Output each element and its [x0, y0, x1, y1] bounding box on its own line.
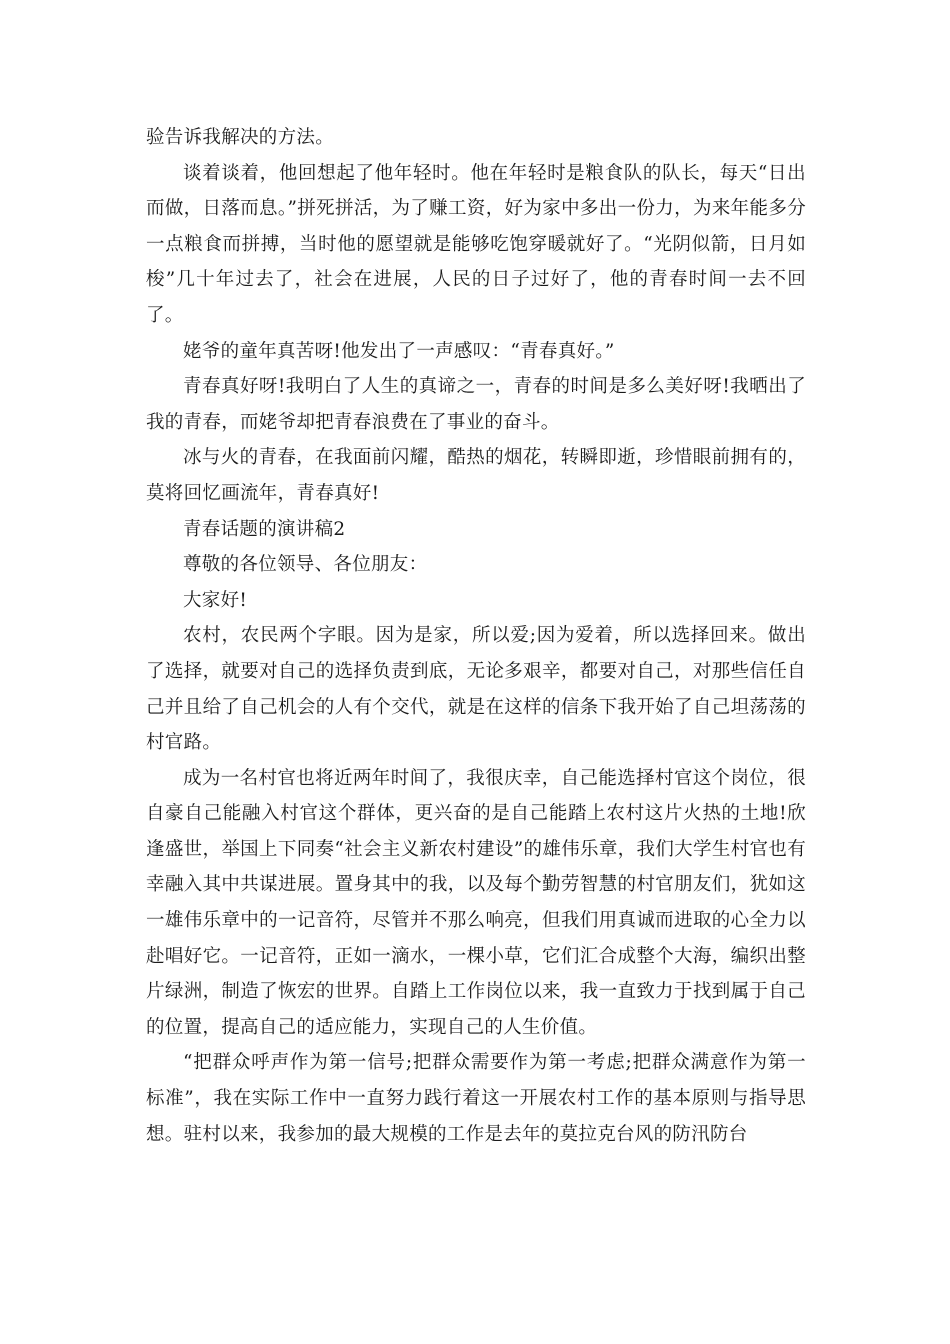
document-body [146, 120, 806, 1152]
paragraph: 谈着谈着，他回想起了他年轻时。他在年轻时是粮食队的队长，每天“日出而做，日落而息。”拼死拼活，为了赚工资，好为家中多出一份力，为来年能多分一点粮食而拼搏，当时他的愿望就是能够吃饱穿暖就好了。“光阴似箭，日月如梭”几十年过去了，社会在进展，人民的日子过好了，他的青春时间一去不回了。 [146, 162, 806, 326]
paragraph: 青春真好呀!我明白了人生的真谛之一，青春的时间是多么美好呀!我晒出了我的青春，而姥爷却把青春浪费在了事业的奋斗。 [146, 376, 806, 433]
paragraph: 成为一名村官也将近两年时间了，我很庆幸，自己能选择村官这个岗位，很自豪自己能融入村官这个群体，更兴奋的是自己能踏上农村这片火热的土地!欣逢盛世，举国上下同奏“社会主义新农村建设”的雄伟乐章，我们大学生村官也有幸融入其中共谋进展。置身其中的我，以及每个勤劳智慧的村官朋友们，犹如这一雄伟乐章中的一记音符，尽管并不那么响亮，但我们用真诚而进取的心全力以赴唱好它。一记音符，正如一滴水，一棵小草，它们汇合成整个大海，编织出整片绿洲，制造了恢宏的世界。自踏上工作岗位以来，我一直致力于找到属于自己的位置，提高自己的适应能力，实现自己的人生价值。 [146, 767, 806, 1038]
paragraph: 农村，农民两个字眼。因为是家，所以爱;因为爱着，所以选择回来。做出了选择，就要对自己的选择负责到底，无论多艰辛，都要对自己，对那些信任自己并且给了自己机会的人有个交代，就是在这样的信条下我开始了自己坦荡荡的村官路。 [146, 625, 806, 754]
greeting: 大家好! [183, 589, 248, 611]
paragraph: “把群众呼声作为第一信号;把群众需要作为第一考虑;把群众满意作为第一标准”，我在实际工作中一直努力践行着这一开展农村工作的基本原则与指导思想。驻村以来，我参加的最大规模的工作是去年的莫拉克台风的防汛防台 [146, 1052, 806, 1145]
section-title: 青春话题的演讲稿2 [183, 518, 346, 540]
paragraph: 姥爷的童年真苦呀!他发出了一声感叹：“青春真好。” [183, 340, 615, 362]
paragraph: 冰与火的青春，在我面前闪耀，酷热的烟花，转瞬即逝，珍惜眼前拥有的，莫将回忆画流年，青春真好! [146, 447, 806, 504]
paragraph: 验告诉我解决的方法。 [146, 127, 335, 148]
salutation: 尊敬的各位领导、各位朋友： [183, 554, 428, 576]
